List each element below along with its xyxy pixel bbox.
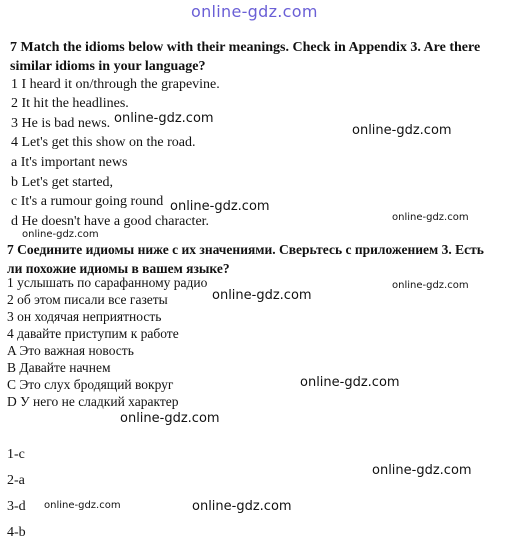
meaning-en-c: c It's a rumour going round	[11, 194, 164, 209]
meaning-en-d: d He doesn't have a good character.	[11, 214, 210, 229]
meaning-ru-b: B Давайте начнем	[7, 360, 111, 375]
idiom-ru-4: 4 давайте приступим к работе	[7, 326, 179, 341]
idiom-en-1: 1 I heard it on/through the grapevine.	[11, 77, 220, 92]
header-watermark: online-gdz.com	[191, 2, 318, 21]
idiom-en-4: 4 Let's get this show on the road.	[11, 135, 196, 150]
watermark: online-gdz.com	[22, 229, 99, 240]
watermark: online-gdz.com	[372, 463, 472, 478]
watermark: online-gdz.com	[392, 212, 469, 223]
watermark: online-gdz.com	[44, 500, 121, 511]
idiom-en-2: 2 It hit the headlines.	[11, 96, 129, 111]
meaning-ru-c: C Это слух бродящий вокруг	[7, 377, 174, 392]
idiom-en-3: 3 He is bad news.	[11, 116, 111, 131]
idiom-ru-2: 2 об этом писали все газеты	[7, 292, 168, 307]
watermark: online-gdz.com	[114, 111, 214, 126]
answer-1: 1-c	[7, 447, 25, 462]
meaning-en-a: a It's important news	[11, 155, 128, 170]
watermark: online-gdz.com	[352, 123, 452, 138]
watermark: online-gdz.com	[192, 499, 292, 514]
exercise-title-ru: 7 Соедините идиомы ниже с их значениями. Сверьтесь с приложением 3. Есть ли похожие идиомы в вашем языке?	[7, 242, 484, 276]
answer-4: 4-b	[7, 525, 26, 540]
idiom-ru-1: 1 услышать по сарафанному радио	[7, 275, 208, 290]
watermark: online-gdz.com	[170, 199, 270, 214]
watermark: online-gdz.com	[392, 280, 469, 291]
meaning-en-b: b Let's get started,	[11, 175, 114, 190]
meaning-ru-a: A Это важная новость	[7, 343, 134, 358]
watermark: online-gdz.com	[300, 375, 400, 390]
watermark: online-gdz.com	[212, 288, 312, 303]
meaning-ru-d: D У него не сладкий характер	[7, 394, 179, 409]
answer-2: 2-a	[7, 473, 25, 488]
exercise-title-en: 7 Match the idioms below with their meanings. Check in Appendix 3. Are there similar idioms in your language?	[10, 40, 481, 74]
idiom-ru-3: 3 он ходячая неприятность	[7, 309, 162, 324]
answer-3: 3-d	[7, 499, 26, 514]
watermark: online-gdz.com	[120, 411, 220, 426]
watermark: online-gdz.com	[392, 535, 400, 536]
